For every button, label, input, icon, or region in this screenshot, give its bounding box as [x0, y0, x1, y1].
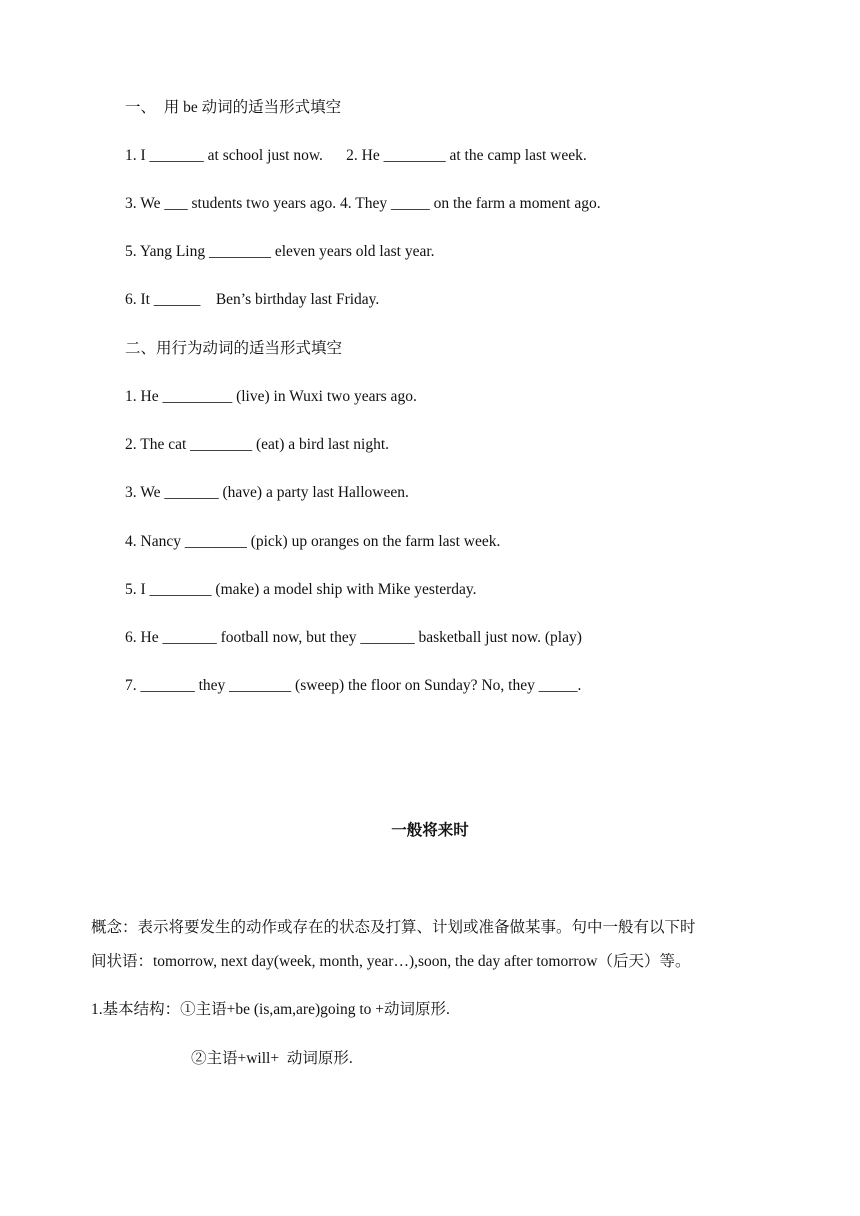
exercise-item: 1. I _______ at school just now. 2. He ________ at the camp last week. — [125, 147, 587, 164]
section-1-heading: 一、 用 be 动词的适当形式填空 — [125, 99, 342, 116]
exercise-item: 3. We _______ (have) a party last Halloween. — [125, 484, 409, 501]
structure-line: 1.基本结构：①主语+be (is,am,are)going to +动词原形. — [91, 1001, 450, 1018]
section-title: 一般将来时 — [391, 822, 469, 839]
exercise-item: 2. The cat ________ (eat) a bird last night. — [125, 436, 390, 453]
exercise-item: 7. _______ they ________ (sweep) the floor on Sunday? No, they _____. — [125, 677, 582, 694]
exercise-item: 5. Yang Ling ________ eleven years old last year. — [125, 243, 435, 260]
exercise-item: 5. I ________ (make) a model ship with Mike yesterday. — [125, 581, 477, 598]
exercise-item: 6. He _______ football now, but they _______ basketball just now. (play) — [125, 629, 582, 646]
exercise-item: 1. He _________ (live) in Wuxi two years ago. — [125, 388, 417, 405]
exercise-item: 6. It ______ Ben’s birthday last Friday. — [125, 291, 380, 308]
structure-line: ②主语+will+ 动词原形. — [191, 1050, 353, 1067]
section-2-heading: 二、用行为动词的适当形式填空 — [125, 340, 343, 357]
concept-line: 间状语：tomorrow, next day(week, month, year…),soon, the day after tomorrow（后天）等。 — [91, 953, 691, 970]
concept-line: 概念：表示将要发生的动作或存在的状态及打算、计划或准备做某事。句中一般有以下时 — [91, 919, 696, 936]
exercise-item: 3. We ___ students two years ago. 4. They _____ on the farm a moment ago. — [125, 195, 601, 212]
exercise-item: 4. Nancy ________ (pick) up oranges on the farm last week. — [125, 533, 501, 550]
